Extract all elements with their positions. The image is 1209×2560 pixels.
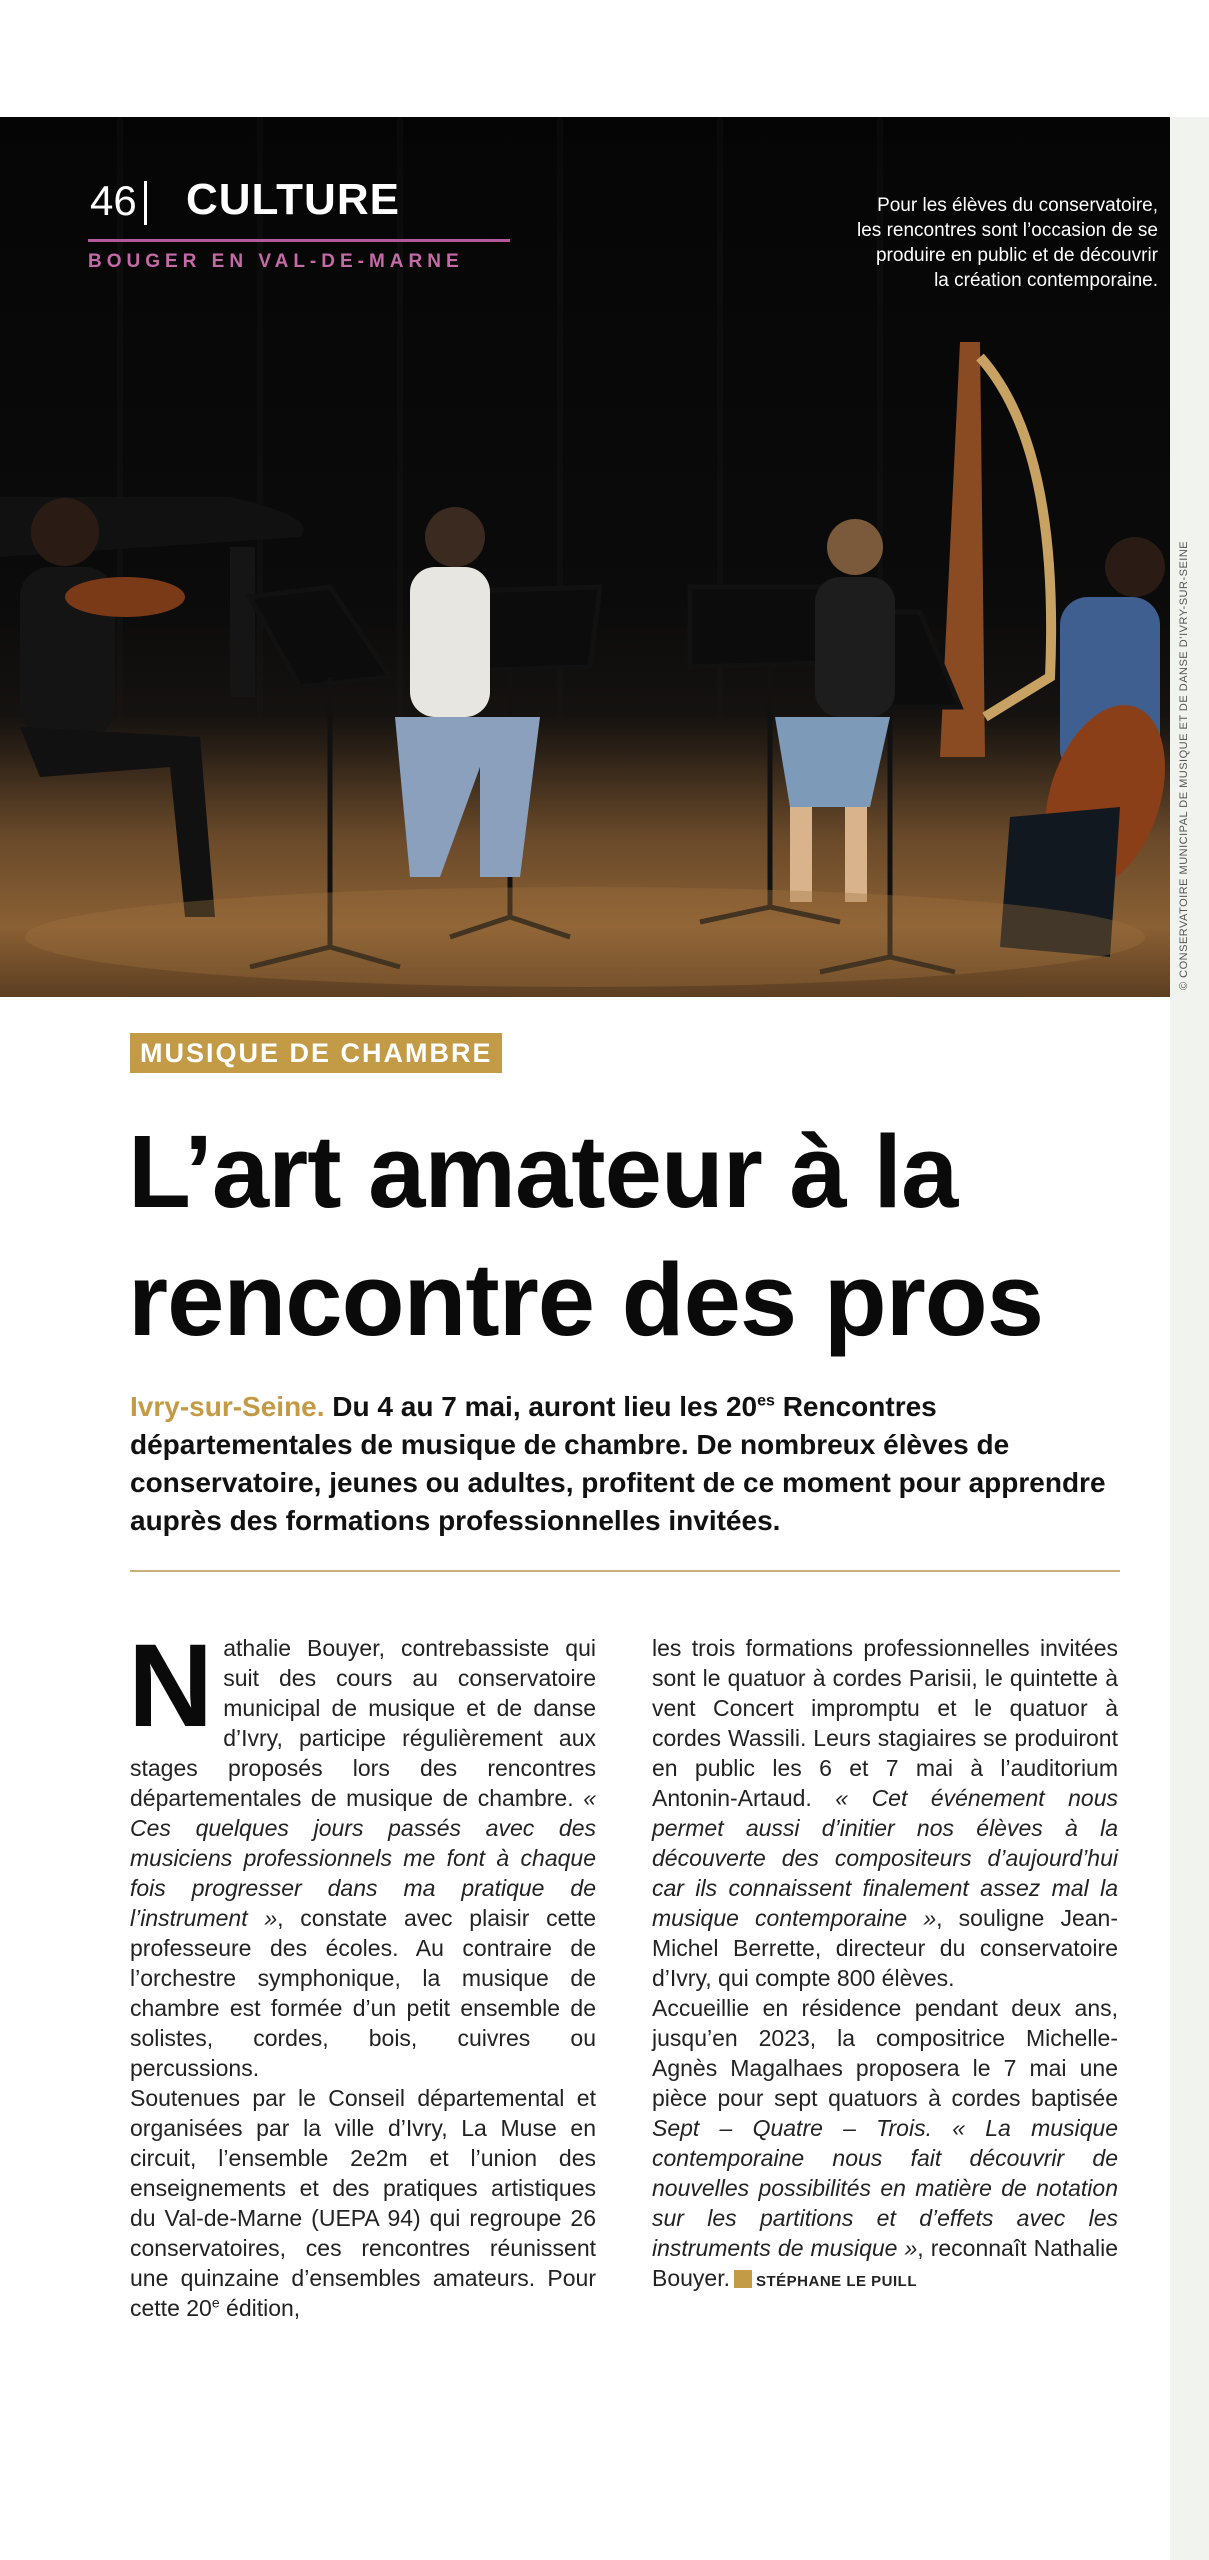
paragraph [652,1633,1118,1993]
work-title: Sept – Quatre – Trois. [652,2115,932,2141]
quote-text: « La musique contemporaine nous fait découvrir de nouvelles possibilités en matière de notation sur les partitions et d’effets avec les instruments de musique » [652,2115,1119,2261]
section-subtitle: BOUGER EN VAL-DE-MARNE [88,251,464,272]
lead-divider [130,1570,1120,1572]
body-text: Soutenues par le Conseil départemental et organisées par la ville d’Ivry, La Muse en circuit, l’ensemble 2e2m et l’union des enseignements et des pratiques artistiques du Val-de-Marne (UEPA 94) qui regroupe 26 conservatoires, ces rencontres réunissent une quinzaine d’ensembles amateurs. Pour cette 20 [130,2085,596,2321]
quote-text: « Ces quelques jours passés avec des musiciens professionnels me font à chaque fois progresser dans ma pratique de l’instrument » [130,1785,596,1931]
right-margin-strip [1170,117,1209,2560]
article-author: STÉPHANE LE PUILL [756,2273,918,2290]
section-rule [88,239,510,242]
paragraph [130,2083,596,2323]
body-text: , constate avec plaisir cette professeure des écoles. Au contraire de l’orchestre symphonique, la musique de chambre est formée d’un petit ensemble de solistes, cordes, bois, cuivres ou percussions. [130,1905,596,2081]
photo-credit: © CONSERVATOIRE MUNICIPAL DE MUSIQUE ET DE DANSE D’IVRY-SUR-SEINE [1178,540,1190,990]
lead-text: Rencontres départementales de musique de chambre. De nombreux élèves de conservatoire, jeunes ou adultes, profitent de ce moment pour apprendre auprès des formations professionnelles invitées. [130,1391,1106,1536]
end-mark-square [734,2270,752,2288]
headline-line: L’art amateur à la [128,1114,958,1229]
quote-text: « Cet événement nous permet aussi d’initier nos élèves à la découverte des compositeurs d’aujourd’hui car ils connaissent finalement assez mal la musique contemporaine » [652,1785,1118,1931]
caption-line: la création contemporaine. [934,270,1158,291]
caption-line: les rencontres sont l’occasion de se [857,220,1158,241]
page-number: 46 [90,177,137,224]
article-headline [128,1108,1128,1364]
headline-line: rencontre des pros [128,1242,1043,1357]
drop-cap: N [128,1620,214,1752]
body-text: , souligne Jean-Michel Berrette, directeur du conservatoire d’Ivry, qui compte 800 élèves. [652,1905,1118,1991]
page-number-divider [144,181,147,225]
article-column-1 [128,1620,596,2323]
spacer-text [932,2115,952,2141]
body-text: , reconnaît Nathalie Bouyer. [652,2235,1119,2291]
body-text: les trois formations professionnelles invitées sont le quatuor à cordes Parisii, le quintette à vent Concert impromptu et le quatuor à cordes Wassili. Leurs stagiaires se produiront en public les 6 et 7 mai à l’auditorium Antonin-Artaud. [652,1635,1118,1811]
caption-line: produire en public et de découvrir [875,245,1158,266]
lead-text: Du 4 au 7 mai, auront lieu les 20 [324,1391,758,1422]
concert-photo [0,117,1170,997]
body-text: Accueillie en résidence pendant deux ans, jusqu’en 2023, la compositrice Michelle-Agnès Magalhaes proposera le 7 mai une pièce pour sept quatuors à cordes baptisée [652,1995,1118,2111]
body-text: athalie Bouyer, contrebassiste qui suit des cours au conservatoire municipal de musique et de danse d’Ivry, participe régulièrement aux stages proposés lors des rencontres départementales de musique de chambre. [130,1635,596,1811]
paragraph [128,1620,596,2083]
ordinal: e [211,2294,220,2311]
photo-caption [698,193,1158,293]
article-lead [130,1388,1120,1540]
lead-place: Ivry-sur-Seine. [130,1391,325,1422]
article-kicker: MUSIQUE DE CHAMBRE [130,1033,502,1073]
paragraph [652,1993,1118,2297]
body-text: édition, [219,2295,301,2321]
section-title: CULTURE [186,175,400,224]
lead-ordinal: es [757,1392,775,1410]
article-column-2 [652,1633,1118,2297]
caption-line: Pour les élèves du conservatoire, [877,195,1158,216]
